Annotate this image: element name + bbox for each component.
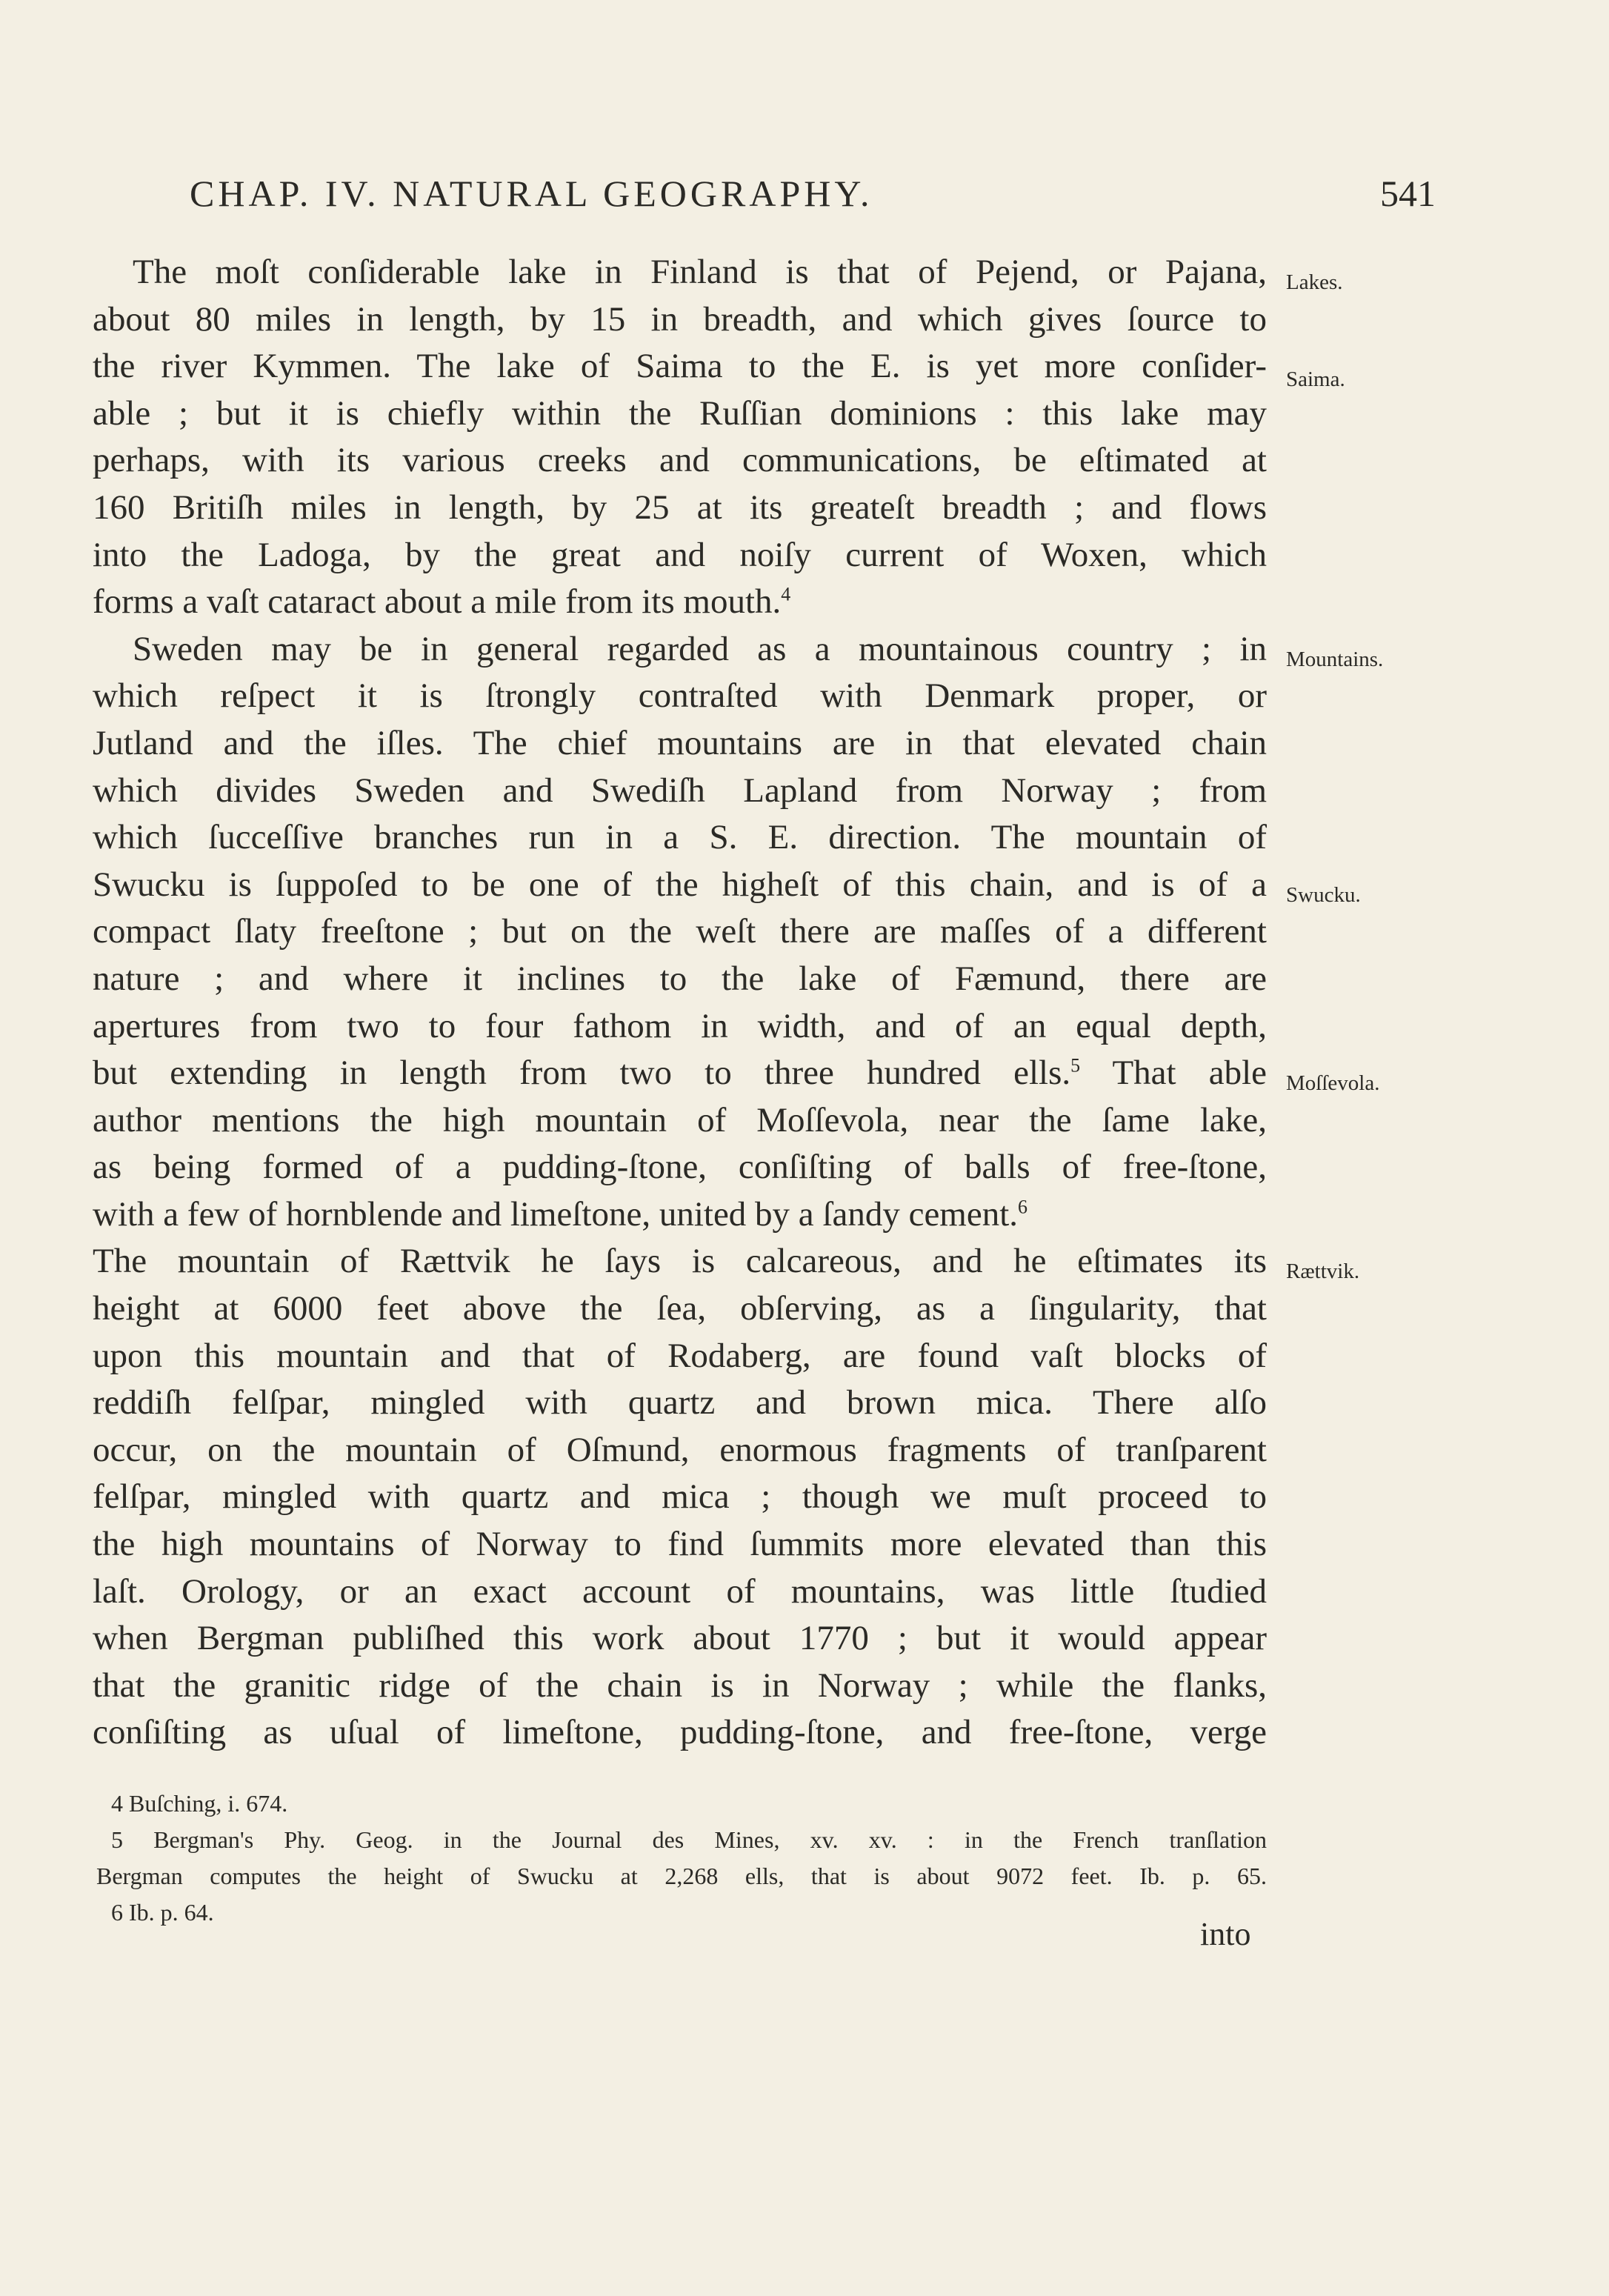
text-line: 160 Britiſh miles in length, by 25 at its greateſt breadth ; and flows (93, 488, 1267, 527)
text-line: into the Ladoga, by the great and noiſy current of Woxen, which (93, 535, 1267, 574)
text-line: The mountain of Rættvik he ſays is calcareous, and he eſtimates its (93, 1242, 1267, 1281)
text-line: which divides Sweden and Swediſh Lapland from Norway ; from (93, 771, 1267, 810)
text-line: perhaps, with its various creeks and communications, be eſtimated at (93, 441, 1267, 480)
text-line: the high mountains of Norway to find ſummits more elevated than this (93, 1525, 1267, 1564)
catchword: into (1200, 1916, 1251, 1952)
footnote-5-continued: Bergman computes the height of Swucku at 2,268 ells, that is about 9072 feet. Ib. p. 65. (96, 1863, 1267, 1889)
text-line: Swucku is ſuppoſed to be one of the higheſt of this chain, and is of a (93, 865, 1267, 904)
text-line: apertures from two to four fathom in width, and of an equal depth, (93, 1006, 1267, 1045)
body-text (93, 249, 1267, 1757)
footnote-6: 6 Ib. p. 64. (111, 1899, 214, 1926)
text-line: author mentions the high mountain of Moſſevola, near the ſame lake, (93, 1100, 1267, 1139)
text-line: able ; but it is chiefly within the Ruſſian dominions : this lake may (93, 393, 1267, 433)
text-line: when Bergman publiſhed this work about 1770 ; but it would appear (93, 1619, 1267, 1658)
text-line (93, 1191, 1267, 1239)
margin-note-swucku: Swucku. (1286, 883, 1361, 907)
text-segment: forms a vaſt cataract about a mile from its mouth. (93, 582, 782, 622)
text-segment: but extending in length from two to three hundred ells. (93, 1054, 1071, 1093)
text-line: as being formed of a pudding-ſtone, conſiſting of balls of free-ſtone, (93, 1148, 1267, 1187)
text-line (93, 1050, 1267, 1097)
running-head: CHAP. IV. NATURAL GEOGRAPHY. (190, 173, 873, 214)
text-line: occur, on the mountain of Oſmund, enormous fragments of tranſparent (93, 1430, 1267, 1469)
footnote-marker: 5 (1070, 1054, 1081, 1077)
footnote-marker: 4 (781, 583, 791, 605)
text-line: felſpar, mingled with quartz and mica ; though we muſt proceed to (93, 1477, 1267, 1517)
margin-note-lakes: Lakes. (1286, 270, 1343, 294)
text-line: The moſt conſiderable lake in Finland is that of Pejend, or Pajana, (133, 253, 1267, 291)
margin-note-mossevola: Moſſevola. (1286, 1071, 1380, 1095)
text-line: upon this mountain and that of Rodaberg, are found vaſt blocks of (93, 1336, 1267, 1375)
text-segment: with a few of hornblende and limeſtone, united by a ſandy cement. (93, 1194, 1019, 1234)
text-line: Sweden may be in general regarded as a mountainous country ; in (133, 629, 1267, 668)
footnotes (96, 1786, 1267, 1931)
text-segment: That able (1080, 1054, 1267, 1093)
text-line: about 80 miles in length, by 15 in breadth, and which gives ſource to (93, 299, 1267, 339)
text-line: that the granitic ridge of the chain is in Norway ; while the flanks, (93, 1666, 1267, 1705)
text-line: Jutland and the iſles. The chief mountains are in that elevated chain (93, 723, 1267, 762)
text-line: reddiſh felſpar, mingled with quartz and brown mica. There alſo (93, 1383, 1267, 1422)
text-line: height at 6000 feet above the ſea, obſerving, as a ſingularity, that (93, 1289, 1267, 1328)
footnote-4: 4 Buſching, i. 674. (111, 1790, 288, 1817)
text-line: the river Kymmen. The lake of Saima to the E. is yet more conſider- (93, 347, 1267, 386)
text-line: compact ſlaty freeſtone ; but on the weſt there are maſſes of a different (93, 912, 1267, 951)
text-line: conſiſting as uſual of limeſtone, pudding-ſtone, and free-ſtone, verge (93, 1713, 1267, 1752)
text-line (93, 579, 1267, 626)
text-line: which reſpect it is ſtrongly contraſted with Denmark proper, or (93, 676, 1267, 716)
margin-note-mountains: Mountains. (1286, 648, 1384, 671)
page-number: 541 (1380, 173, 1436, 214)
margin-note-saima: Saima. (1286, 367, 1345, 391)
text-line: nature ; and where it inclines to the lake of Fæmund, there are (93, 959, 1267, 998)
text-line: laſt. Orology, or an exact account of mountains, was little ſtudied (93, 1571, 1267, 1611)
footnote-marker: 6 (1018, 1196, 1028, 1218)
margin-note-raettvik: Rættvik. (1286, 1260, 1360, 1283)
footnote-5: 5 Bergman's Phy. Geog. in the Journal des Mines, xv. xv. : in the French tranſlation (111, 1826, 1267, 1853)
text-line: which ſucceſſive branches run in a S. E. direction. The mountain of (93, 818, 1267, 857)
